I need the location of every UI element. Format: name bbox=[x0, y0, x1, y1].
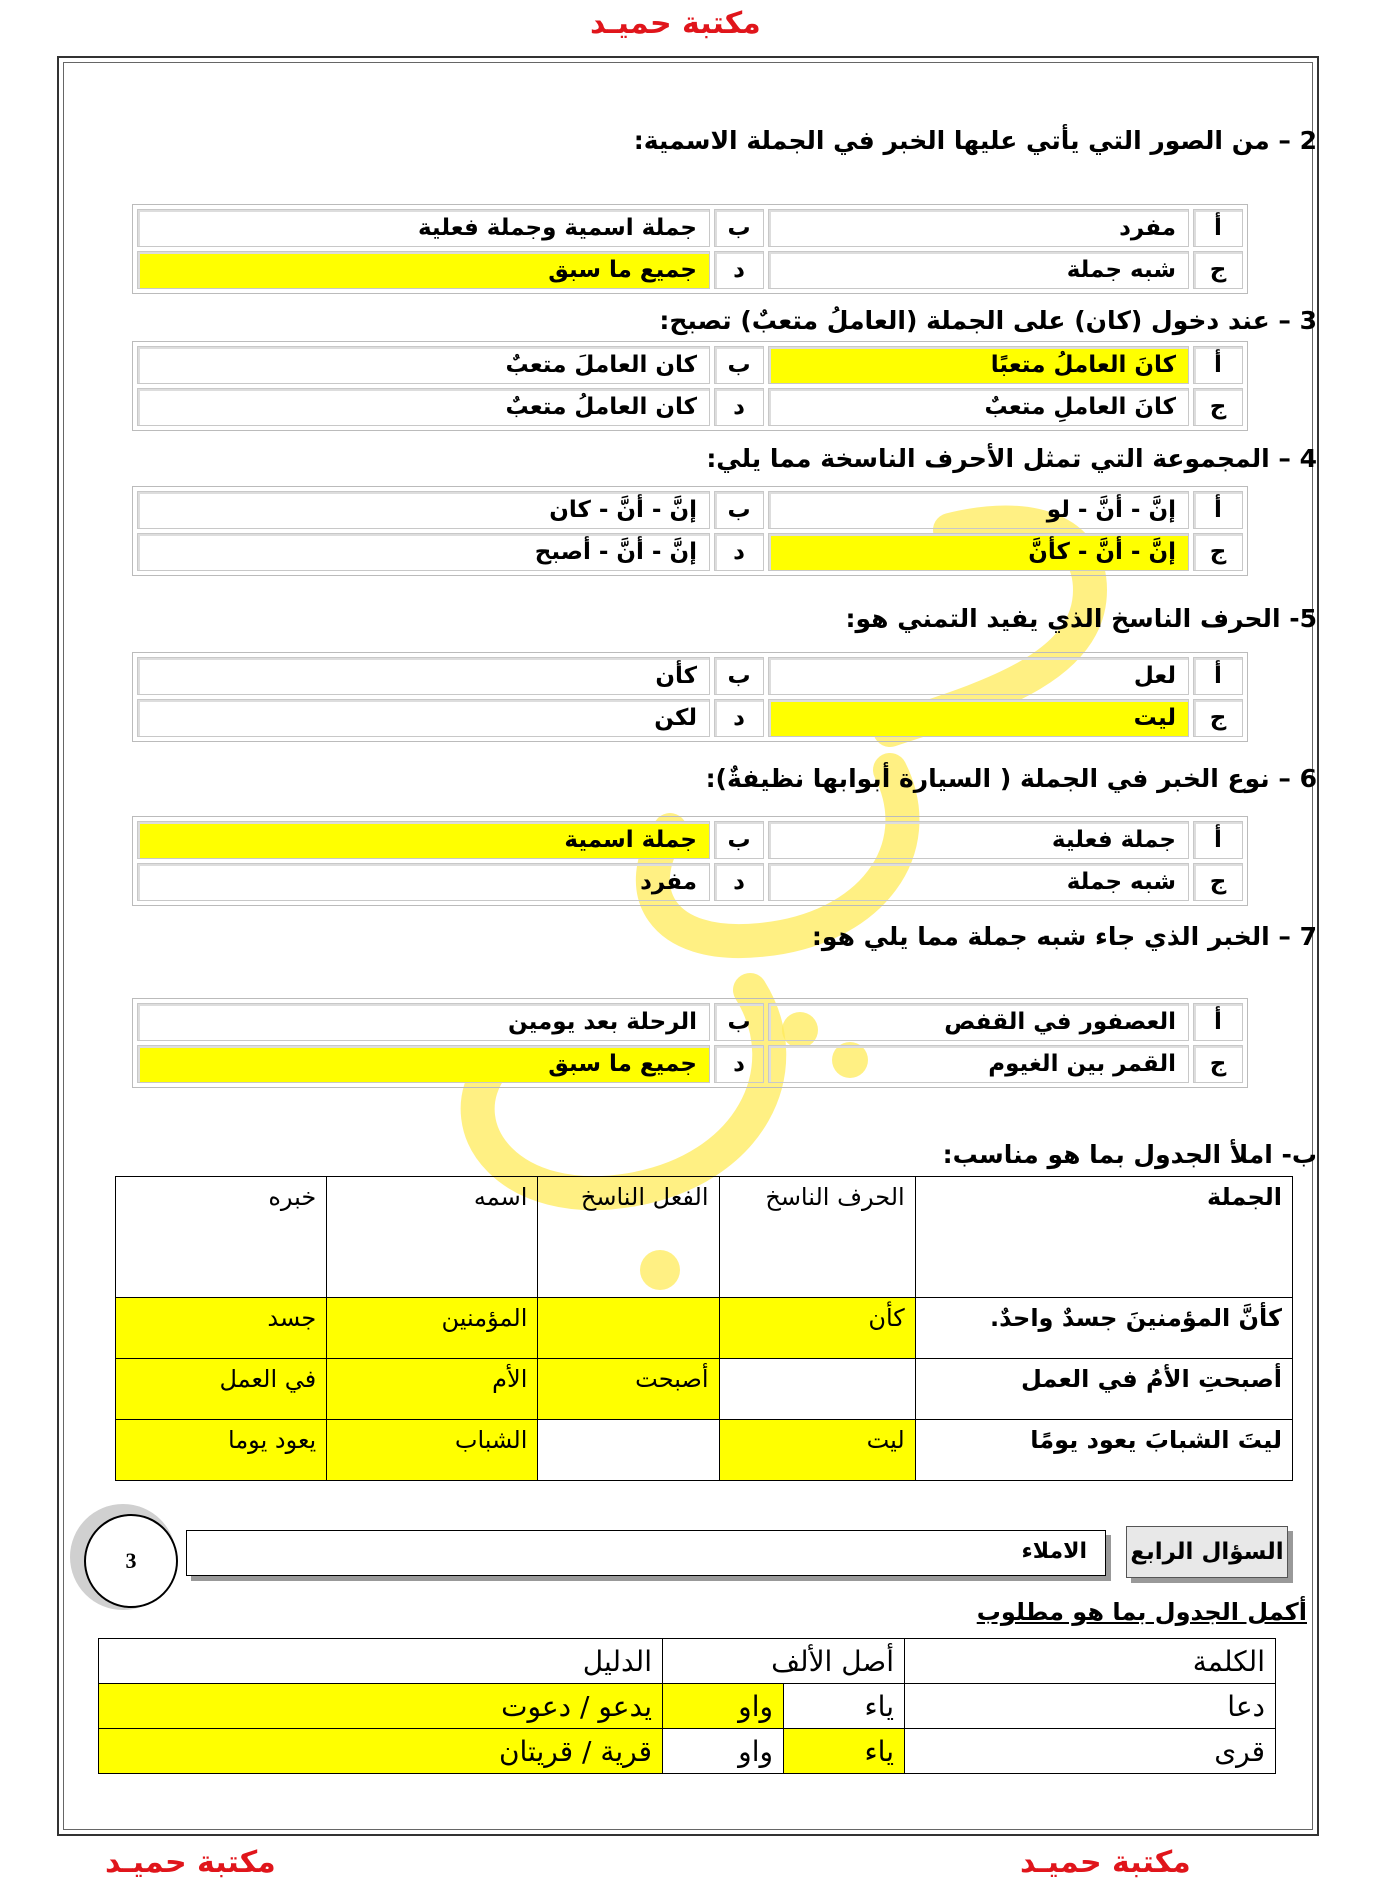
cell-proof[interactable]: يدعو / دعوت bbox=[99, 1684, 663, 1729]
cell-noun[interactable]: المؤمنين bbox=[327, 1298, 538, 1359]
option-b[interactable]: كان العاملَ متعبٌ bbox=[137, 346, 710, 384]
cell-noun[interactable]: الشباب bbox=[327, 1420, 538, 1481]
option-c[interactable]: ليت bbox=[768, 699, 1189, 737]
question-7-options bbox=[132, 998, 1248, 1088]
question-four-badge: السؤال الرابع bbox=[1126, 1526, 1288, 1578]
option-d[interactable]: جميع ما سبق bbox=[137, 1045, 710, 1083]
option-letter: د bbox=[714, 863, 764, 901]
cell-alif-waw[interactable]: واو bbox=[663, 1729, 784, 1774]
question-3-title: 3 – عند دخول (كان) على الجملة (العاملُ متعبٌ) تصبح: bbox=[659, 306, 1317, 335]
brand-top: مكتبة حميـد bbox=[590, 6, 761, 41]
header-alif-origin: أصل الألف bbox=[663, 1639, 905, 1684]
cell-alif-ya[interactable]: ياء bbox=[784, 1729, 905, 1774]
option-d[interactable]: جميع ما سبق bbox=[137, 251, 710, 289]
option-letter: د bbox=[714, 699, 764, 737]
option-a[interactable]: جملة فعلية bbox=[768, 821, 1189, 859]
option-letter: ب bbox=[714, 209, 764, 247]
header-word: الكلمة bbox=[905, 1639, 1276, 1684]
cell-sentence: كأنَّ المؤمنينَ جسدٌ واحدٌ. bbox=[915, 1298, 1292, 1359]
options-row bbox=[137, 388, 1243, 426]
cell-particle[interactable] bbox=[719, 1359, 915, 1420]
cell-word: دعا bbox=[905, 1684, 1276, 1729]
table-row bbox=[99, 1729, 1276, 1774]
question-6-options bbox=[132, 816, 1248, 906]
options-row bbox=[137, 657, 1243, 695]
header-sentence: الجملة bbox=[915, 1177, 1292, 1298]
option-c[interactable]: القمر بين الغيوم bbox=[768, 1045, 1189, 1083]
cell-predicate[interactable]: في العمل bbox=[116, 1359, 327, 1420]
header-noun: اسمه bbox=[327, 1177, 538, 1298]
options-row bbox=[137, 533, 1243, 571]
option-c[interactable]: إنَّ - أنَّ - كأنَّ bbox=[768, 533, 1189, 571]
option-letter: ب bbox=[714, 1003, 764, 1041]
question-4-options bbox=[132, 486, 1248, 576]
table-row bbox=[116, 1298, 1293, 1359]
cell-alif-ya[interactable]: ياء bbox=[784, 1684, 905, 1729]
cell-predicate[interactable]: جسد bbox=[116, 1298, 327, 1359]
cell-noun[interactable]: الأم bbox=[327, 1359, 538, 1420]
cell-alif-waw[interactable]: واو bbox=[663, 1684, 784, 1729]
cell-verb[interactable]: أصبحت bbox=[538, 1359, 719, 1420]
options-row bbox=[137, 209, 1243, 247]
question-5-options bbox=[132, 652, 1248, 742]
options-row bbox=[137, 1045, 1243, 1083]
section-b-table bbox=[115, 1176, 1293, 1481]
option-letter: ج bbox=[1193, 699, 1243, 737]
option-letter: ج bbox=[1193, 388, 1243, 426]
cell-particle[interactable]: ليت bbox=[719, 1420, 915, 1481]
option-d[interactable]: لكن bbox=[137, 699, 710, 737]
option-a[interactable]: مفرد bbox=[768, 209, 1189, 247]
dictation-topic: الاملاء bbox=[1021, 1539, 1087, 1564]
option-letter: د bbox=[714, 1045, 764, 1083]
spelling-table bbox=[98, 1638, 1276, 1774]
options-row bbox=[137, 491, 1243, 529]
option-letter: د bbox=[714, 388, 764, 426]
question-3-options bbox=[132, 341, 1248, 431]
option-letter: ب bbox=[714, 821, 764, 859]
option-letter: أ bbox=[1193, 821, 1243, 859]
option-letter: د bbox=[714, 251, 764, 289]
option-letter: ب bbox=[714, 657, 764, 695]
option-c[interactable]: شبه جملة bbox=[768, 863, 1189, 901]
header-proof: الدليل bbox=[99, 1639, 663, 1684]
option-b[interactable]: جملة اسمية bbox=[137, 821, 710, 859]
table-row bbox=[116, 1420, 1293, 1481]
option-b[interactable]: كأن bbox=[137, 657, 710, 695]
options-row bbox=[137, 1003, 1243, 1041]
question-6-title: 6 – نوع الخبر في الجملة ( السيارة أبوابها نظيفةٌ): bbox=[705, 764, 1317, 793]
cell-word: قرى bbox=[905, 1729, 1276, 1774]
option-a[interactable]: إنَّ - أنَّ - لو bbox=[768, 491, 1189, 529]
option-d[interactable]: كان العاملُ متعبٌ bbox=[137, 388, 710, 426]
question-2-options bbox=[132, 204, 1248, 294]
cell-proof[interactable]: قرية / قريتان bbox=[99, 1729, 663, 1774]
cell-sentence: ليتَ الشبابَ يعود يومًا bbox=[915, 1420, 1292, 1481]
question-four-instruction: أكمل الجدول بما هو مطلوب bbox=[976, 1598, 1307, 1626]
option-letter: ج bbox=[1193, 251, 1243, 289]
option-b[interactable]: إنَّ - أنَّ - كان bbox=[137, 491, 710, 529]
option-c[interactable]: كانَ العاملِ متعبٌ bbox=[768, 388, 1189, 426]
option-c[interactable]: شبه جملة bbox=[768, 251, 1189, 289]
page-number: 3 bbox=[84, 1514, 178, 1608]
question-4-title: 4 – المجموعة التي تمثل الأحرف الناسخة مما يلي: bbox=[706, 444, 1317, 473]
cell-sentence: أصبحتِ الأمُ في العمل bbox=[915, 1359, 1292, 1420]
option-letter: أ bbox=[1193, 346, 1243, 384]
option-d[interactable]: إنَّ - أنَّ - أصبح bbox=[137, 533, 710, 571]
option-letter: أ bbox=[1193, 1003, 1243, 1041]
question-5-title: 5- الحرف الناسخ الذي يفيد التمني هو: bbox=[845, 604, 1317, 633]
cell-predicate[interactable]: يعود يوما bbox=[116, 1420, 327, 1481]
table-header-row bbox=[116, 1177, 1293, 1298]
table-header-row bbox=[99, 1639, 1276, 1684]
options-row bbox=[137, 821, 1243, 859]
option-letter: أ bbox=[1193, 209, 1243, 247]
table-row bbox=[116, 1359, 1293, 1420]
header-verb: الفعل الناسخ bbox=[538, 1177, 719, 1298]
table-row bbox=[99, 1684, 1276, 1729]
option-letter: ج bbox=[1193, 1045, 1243, 1083]
header-particle: الحرف الناسخ bbox=[719, 1177, 915, 1298]
option-b[interactable]: جملة اسمية وجملة فعلية bbox=[137, 209, 710, 247]
dictation-topic-box bbox=[186, 1530, 1106, 1576]
option-letter: أ bbox=[1193, 491, 1243, 529]
cell-verb[interactable] bbox=[538, 1298, 719, 1359]
brand-bottom-right: مكتبة حميـد bbox=[1020, 1845, 1191, 1880]
option-a[interactable]: لعل bbox=[768, 657, 1189, 695]
question-2-title: 2 – من الصور التي يأتي عليها الخبر في الجملة الاسمية: bbox=[633, 126, 1317, 155]
question-7-title: 7 – الخبر الذي جاء شبه جملة مما يلي هو: bbox=[811, 922, 1317, 951]
option-letter: ج bbox=[1193, 863, 1243, 901]
options-row bbox=[137, 251, 1243, 289]
options-row bbox=[137, 863, 1243, 901]
option-letter: د bbox=[714, 533, 764, 571]
cell-verb[interactable] bbox=[538, 1420, 719, 1481]
option-letter: أ bbox=[1193, 657, 1243, 695]
option-letter: ج bbox=[1193, 533, 1243, 571]
option-letter: ب bbox=[714, 346, 764, 384]
header-predicate: خبره bbox=[116, 1177, 327, 1298]
option-a[interactable]: كانَ العاملُ متعبًا bbox=[768, 346, 1189, 384]
cell-particle[interactable]: كأن bbox=[719, 1298, 915, 1359]
option-letter: ب bbox=[714, 491, 764, 529]
section-b-title: ب- املأ الجدول بما هو مناسب: bbox=[942, 1140, 1317, 1169]
options-row bbox=[137, 346, 1243, 384]
option-d[interactable]: مفرد bbox=[137, 863, 710, 901]
options-row bbox=[137, 699, 1243, 737]
brand-bottom-left: مكتبة حميـد bbox=[105, 1845, 276, 1880]
option-a[interactable]: العصفور في القفص bbox=[768, 1003, 1189, 1041]
option-b[interactable]: الرحلة بعد يومين bbox=[137, 1003, 710, 1041]
